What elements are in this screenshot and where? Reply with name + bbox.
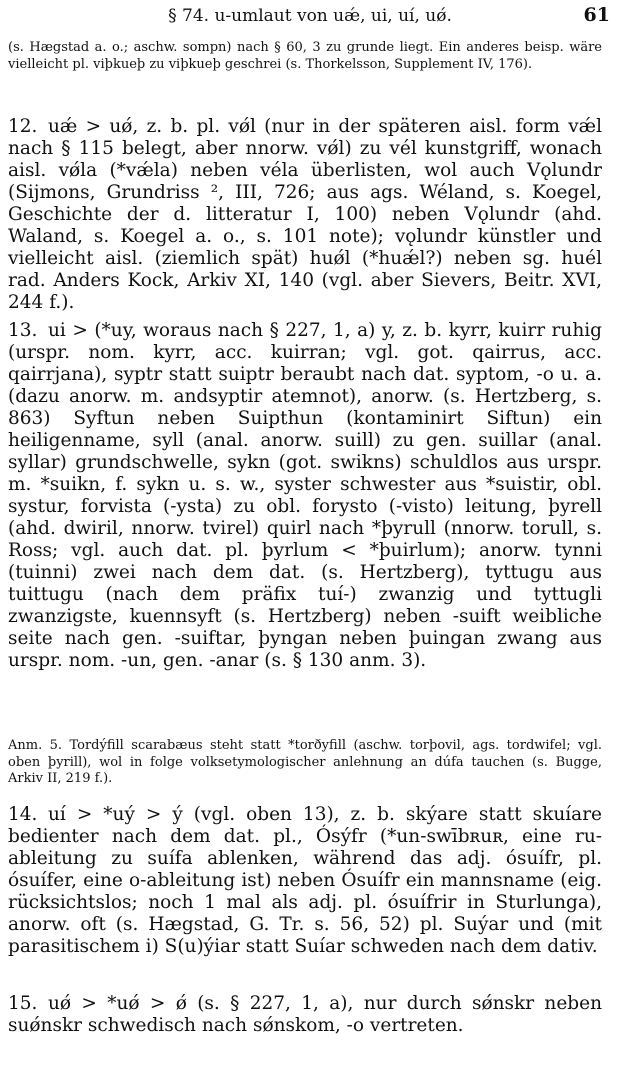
paragraph-text: uí > *uý > ý (vgl. oben 13), z. b. skýare statt skuíare bedienter nach dem dat. pl., Ósýfr (*un-swībʀuʀ, eine ru-ableitung zu suífa ablenken, während das adj. ósuífr, pl. ósuífer, eine o-ableitung ist) neben Ósuífr ein mannsname (eig. rücksichtslos; noch 1 mal als adj. pl. ósuífrir in Sturlunga), anorw. oft (s. Hægstad, G. Tr. s. 56, 52) pl. Suýar und (mit parasitischem i) S(u)ýiar statt Suíar schweden nach dem dativ. (8, 804, 602, 957)
paragraph-number: 13. (8, 320, 38, 341)
page-number: 61 (583, 4, 610, 26)
paragraph-15 (8, 993, 602, 1037)
header-title: § 74. u-umlaut von uǽ, ui, uí, uǿ. (168, 6, 452, 26)
paragraph-13 (8, 320, 602, 672)
paragraph-text: ui > (*uy, woraus nach § 227, 1, a) y, z. b. kyrr, kuirr ruhig (urspr. nom. kyrr, acc. kuirran; vgl. got. qairrus, acc. qairrjana), syptr statt suiptr beraubt nach dat. syptom, -o u. a. (dazu anorw. m. andsyptir atemnot), anorw. (s. Hertzberg, s. 863) Syftun neben Suipthun (kontaminirt Siftun) ein heiligenname, syll (anal. anorw. suill) zu gen. suillar (anal. syllar) grundschwelle, sykn (got. swikns) schuldlos aus urspr. m. *suikn, f. sykn u. s. w., syster schwester aus *suistir, obl. systur, forvista (-ysta) zu obl. forysto (-visto) leitung, þyrell (ahd. dwiril, nnorw. tvirel) quirl nach *þyrull (nnorw. torull, s. Ross; vgl. auch dat. pl. þyrlum < *þuirlum); anorw. tynni (tuinni) zwei nach dem dat. (s. Hertzberg), tyttugu aus tuittugu (nach dem präfix tuí-) zwanzig und tyttugli zwanzigste, kuennsyft (s. Hertzberg) neben -suift weibliche seite nach gen. -suiftar, þyngan neben þuingan zwang aus urspr. nom. -un, gen. -anar (s. § 130 anm. 3). (8, 320, 602, 671)
paragraph-number: 12. (8, 116, 38, 137)
annotation-anm-5: Anm. 5. Tordýfill scarabæus steht statt *torðyfill (aschw. torþovil, ags. tordwifel; vgl. oben þyrill), wol in folge volksetymologischer anlehnung an dúfa tauchen (s. Bugge, Arkiv II, 219 f.). (8, 738, 602, 786)
paragraph-number: 14. (8, 804, 38, 825)
footnote-continuation: (s. Hægstad a. o.; aschw. sompn) nach § 60, 3 zu grunde liegt. Ein anderes beisp. wäre vielleicht pl. viþkuеþ zu viþkuеþ geschrei (s. Thorkelsson, Supplement IV, 176). (8, 40, 602, 72)
paragraph-12 (8, 116, 602, 314)
paragraph-number: 15. (8, 993, 38, 1014)
paragraph-text: uǽ > uǿ, z. b. pl. vǿl (nur in der späteren aisl. form vǽl nach § 115 belegt, aber nnorw. vǿl) zu vél kunstgriff, wonach aisl. vǿla (*vǽla) neben véla überlisten, wol auch Vǫlundr (Sijmons, Grundriss ², III, 726; aus ags. Wéland, s. Koegel, Geschichte der d. litteratur I, 100) neben Vǫlundr (ahd. Waland, s. Koegel a. o., s. 101 note); vǫlundr künstler und vielleicht aisl. (ziemlich spät) huǿl (*huǽl?) neben sg. huél rad. Anders Kock, Arkiv XI, 140 (vgl. aber Sievers, Beitr. XVI, 244 f.). (8, 116, 602, 313)
paragraph-text: uǿ > *uǿ > ǿ (s. § 227, 1, a), nur durch sǿnskr neben suǿnskr schwedisch nach sǿnskom, -o vertreten. (8, 993, 602, 1036)
paragraph-14 (8, 804, 602, 958)
running-header (10, 4, 610, 30)
